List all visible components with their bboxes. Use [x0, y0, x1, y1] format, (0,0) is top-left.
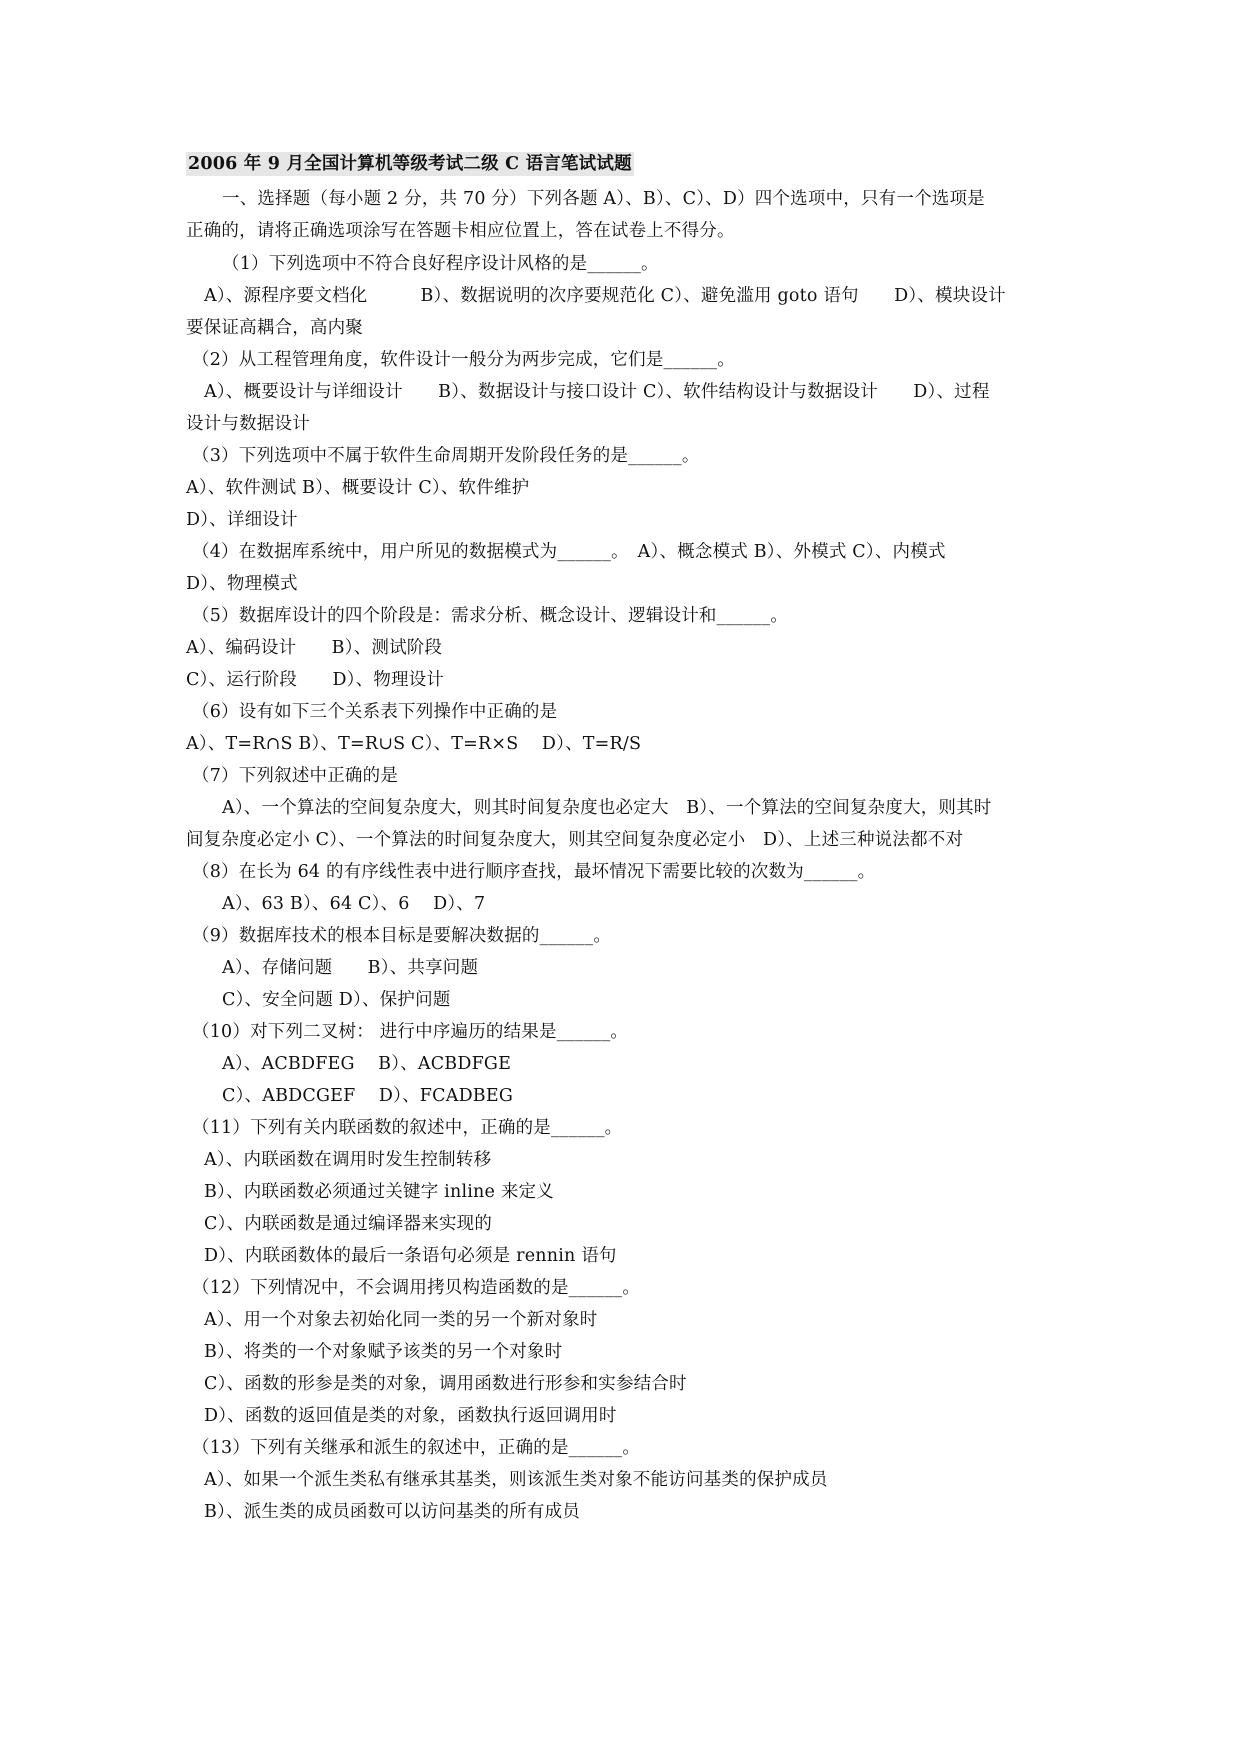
question-12-option-b: B）、将类的一个对象赋予该类的另一个对象时	[204, 1342, 563, 1362]
question-7-options: A）、一个算法的空间复杂度大，则其时间复杂度也必定大 B）、一个算法的空间复杂度大，则其时	[222, 798, 992, 818]
question-6: （6）设有如下三个关系表下列操作中正确的是	[192, 702, 558, 722]
question-3-options: A）、软件测试 B）、概要设计 C）、软件维护	[186, 478, 530, 498]
question-9-options-cont: C）、安全问题 D）、保护问题	[222, 990, 451, 1010]
question-2-options: A）、概要设计与详细设计 B）、数据设计与接口设计 C）、软件结构设计与数据设计 D）、过程	[204, 382, 990, 402]
intro-line-2: 正确的，请将正确选项涂写在答题卡相应位置上，答在试卷上不得分。	[186, 221, 735, 241]
question-3: （3）下列选项中不属于软件生命周期开发阶段任务的是______。	[192, 446, 700, 466]
question-13-option-a: A）、如果一个派生类私有继承其基类，则该派生类对象不能访问基类的保护成员	[204, 1470, 828, 1490]
question-11-option-d: D）、内联函数体的最后一条语句必须是 rennin 语句	[204, 1246, 617, 1266]
question-2-options-cont: 设计与数据设计	[186, 414, 310, 434]
question-11: （11）下列有关内联函数的叙述中，正确的是______。	[192, 1118, 623, 1138]
question-11-option-a: A）、内联函数在调用时发生控制转移	[204, 1150, 492, 1170]
question-5-options: A）、编码设计 B）、测试阶段	[186, 638, 443, 658]
question-5-options-cont: C）、运行阶段 D）、物理设计	[186, 670, 445, 690]
question-12-option-d: D）、函数的返回值是类的对象，函数执行返回调用时	[204, 1406, 617, 1426]
question-10: （10）对下列二叉树： 进行中序遍历的结果是______。	[192, 1022, 629, 1042]
question-13: （13）下列有关继承和派生的叙述中，正确的是______。	[192, 1438, 641, 1458]
question-13-option-b: B）、派生类的成员函数可以访问基类的所有成员	[204, 1502, 581, 1522]
question-8: （8）在长为 64 的有序线性表中进行顺序查找，最坏情况下需要比较的次数为______。	[192, 862, 876, 882]
question-1-options: A）、源程序要文档化 B）、数据说明的次序要规范化 C）、避免滥用 goto 语句 D）、模块设计	[204, 286, 1006, 306]
question-10-options: A）、ACBDFEG B）、ACBDFGE	[222, 1054, 512, 1074]
question-12-option-a: A）、用一个对象去初始化同一类的另一个新对象时	[204, 1310, 598, 1330]
question-7-options-cont: 间复杂度必定小 C）、一个算法的时间复杂度大，则其空间复杂度必定小 D）、上述三种说法都不对	[186, 830, 964, 850]
question-12-option-c: C）、函数的形参是类的对象，调用函数进行形参和实参结合时	[204, 1374, 687, 1394]
question-2: （2）从工程管理角度，软件设计一般分为两步完成，它们是______。	[192, 350, 735, 370]
question-5: （5）数据库设计的四个阶段是：需求分析、概念设计、逻辑设计和______。	[192, 606, 789, 626]
question-1: （1）下列选项中不符合良好程序设计风格的是______。	[222, 254, 659, 274]
question-3-options-cont: D）、详细设计	[186, 510, 298, 530]
question-4-options-cont: D）、物理模式	[186, 574, 298, 594]
question-10-options-cont: C）、ABDCGEF D）、FCADBEG	[222, 1086, 514, 1106]
question-11-option-c: C）、内联函数是通过编译器来实现的	[204, 1214, 493, 1234]
question-9: （9）数据库技术的根本目标是要解决数据的______。	[192, 926, 612, 946]
question-12: （12）下列情况中，不会调用拷贝构造函数的是______。	[192, 1278, 641, 1298]
question-7: （7）下列叙述中正确的是	[192, 766, 399, 786]
question-11-option-b: B）、内联函数必须通过关键字 inline 来定义	[204, 1182, 554, 1202]
intro-line-1: 一、选择题（每小题 2 分，共 70 分）下列各题 A）、B）、C）、D）四个选项中，只有一个选项是	[222, 189, 985, 209]
question-8-options: A）、63 B）、64 C）、6 D）、7	[222, 894, 486, 914]
question-4: （4）在数据库系统中，用户所见的数据模式为______。 A）、概念模式 B）、外模式 C）、内模式	[192, 542, 946, 562]
document-title: 2006 年 9 月全国计算机等级考试二级 C 语言笔试试题	[188, 154, 632, 174]
question-6-options: A）、T=R∩S B）、T=R∪S C）、T=R×S D）、T=R/S	[186, 734, 642, 754]
question-1-options-cont: 要保证高耦合，高内聚	[186, 318, 363, 338]
question-9-options: A）、存储问题 B）、共享问题	[222, 958, 479, 978]
